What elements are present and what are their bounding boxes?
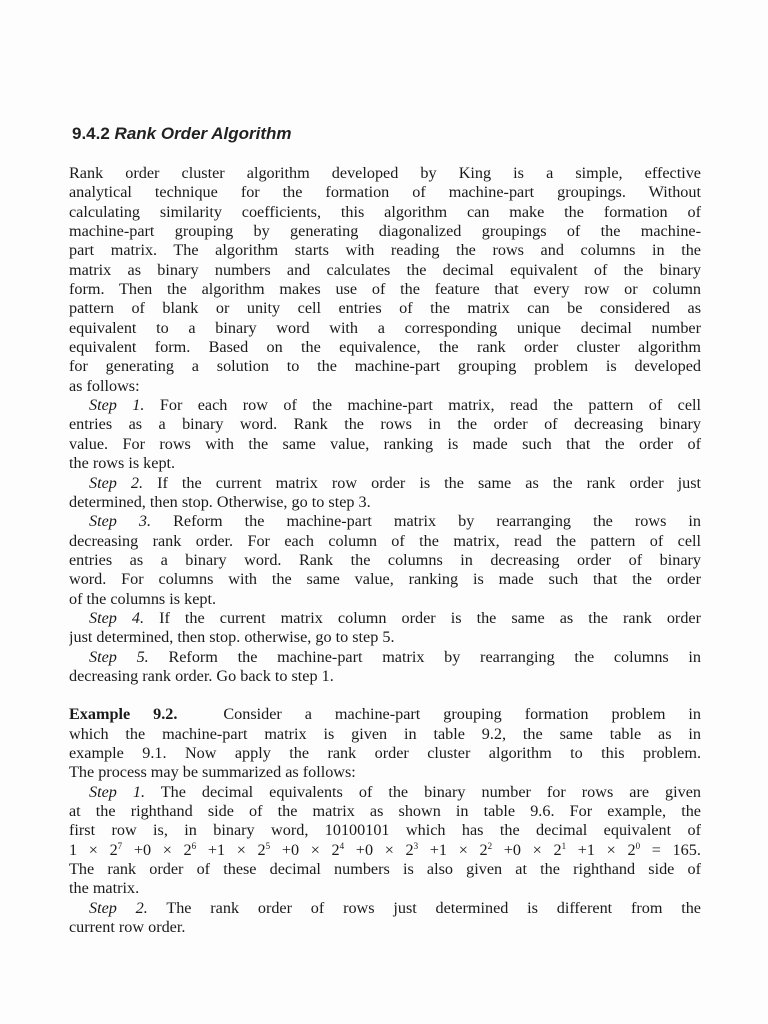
text-line: as follows: [69,376,140,395]
text-line: form. Then the algorithm makes use of the feature that every row or column [69,280,701,299]
step-label: Step 2. [89,898,148,917]
text-line: equivalent form. Based on the equivalence, the rank order cluster algorithm [69,338,701,357]
text-line: value. For rows with the same value, ranking is made such that the order of [69,434,701,453]
text-line: the rows is kept. [69,454,176,473]
step-label: Step 4. [89,608,145,627]
text-line: equivalent to a binary word with a corresponding unique decimal number [69,318,701,337]
formula-exponent: 7 [117,840,123,851]
step-label: Step 2. [89,473,144,492]
text-line: machine-part grouping by generating diagonalized groupings of the machine- [69,222,701,241]
text-line: Rank order cluster algorithm developed by King is a simple, effective [69,164,701,182]
step-text: For each row of the machine-part matrix, read the pattern of cell [159,396,701,415]
step-text: If the current matrix row order is the same as the rank order just [157,473,701,492]
step-label: Step 5. [89,647,149,666]
step-text: Reform the machine-part matrix by rearranging the columns in [168,647,701,666]
intro-paragraph [69,164,701,396]
formula-term: $1 \times 2^0$ [586,840,641,859]
formula-term: $0 \times 2^1$ [512,840,567,859]
text-line: just determined, then stop. otherwise, go to step 5. [69,628,395,647]
step-text: The rank order of rows just determined is different from the [166,898,701,917]
text-line: for generating a solution to the machine-part grouping problem is developed [69,357,701,376]
paragraph-gap [69,686,701,705]
text-line: first row is, in binary word, 10100101 which has the decimal equivalent of [69,821,701,840]
formula-term: $0 \times 2^4$ [290,840,345,859]
text-line [69,705,701,724]
text-line: decreasing rank order. Go back to step 1. [69,666,334,685]
step-4-paragraph [69,609,701,648]
body-text [69,164,701,937]
text-line: at the righthand side of the matrix as shown in table 9.6. For example, the [69,802,701,820]
formula-term: $0 \times 2^3$ [364,840,419,859]
text-line: the matrix. [69,879,140,898]
example-step-1-paragraph [69,783,701,899]
section-number: 9.4.2 [72,124,110,143]
formula-term: $1 \times 2^5$ [216,840,271,859]
section-heading [72,124,292,144]
text-line: The process may be summarized as follows: [69,763,356,782]
section-title-text: Rank Order Algorithm [114,124,292,143]
text-line: analytical technique for the formation of machine-part groupings. Without [69,183,701,202]
formula-term: $1 \times 2^2$ [438,840,493,859]
formula-term: $0 \times 2^6$ [142,840,197,859]
formula-exponent: 6 [191,840,197,851]
decimal-formula: $1 \times 2^7 +0 \times 2^6 +1 \times 2^5 +0 \times 2^4 +0 \times 2^3 +1 \times 2^2 +0 \times 2^1 +1 \times 2^0 = 165$. [69,840,701,859]
text-line: which the machine-part matrix is given in table 9.2, the same table as in [69,724,701,743]
formula-exponent: 1 [561,840,567,851]
example-step-2-paragraph [69,899,701,938]
step-1-paragraph [69,396,701,473]
example-paragraph [69,705,701,782]
formula-exponent: 0 [635,840,641,851]
text-line [69,899,701,918]
text-line: decreasing rank order. For each column of the matrix, read the pattern of cell [69,531,701,550]
text-line: entries as a binary word. Rank the columns in decreasing order of binary [69,550,701,569]
text-line: determined, then stop. Otherwise, go to step 3. [69,492,371,511]
step-2-paragraph [69,474,701,513]
text-line: part matrix. The algorithm starts with reading the rows and columns in the [69,241,701,260]
example-text: Consider a machine-part grouping formation problem in [223,705,701,724]
text-line: word. For columns with the same value, ranking is made such that the order [69,570,701,589]
text-line: matrix as binary numbers and calculates the decimal equivalent of the binary [69,260,701,279]
text-line: The rank order of these decimal numbers is also given at the righthand side of [69,860,701,879]
text-line [69,396,701,415]
step-5-paragraph [69,648,701,687]
step-label: Step 3. [89,512,152,531]
text-line: calculating similarity coefficients, this algorithm can make the formation of [69,202,701,221]
step-label: Step 1. [89,396,145,415]
formula-exponent: 3 [413,840,419,851]
text-line: current row order. [69,918,186,937]
formula-exponent: 5 [265,840,271,851]
formula-exponent: 4 [339,840,345,851]
step-3-paragraph [69,512,701,609]
formula-result: = 165. [640,840,701,859]
text-line: pattern of blank or unity cell entries of the matrix can be considered as [69,299,701,318]
step-label: Step 1. [89,782,146,801]
text-line [69,512,701,531]
step-text: The decimal equivalents of the binary number for rows are given [160,782,701,801]
text-line [69,609,701,628]
formula-exponent: 2 [487,840,493,851]
text-line: of the columns is kept. [69,589,217,608]
text-line [69,648,701,667]
step-text: Reform the machine-part matrix by rearranging the rows in [173,512,701,531]
step-text: If the current matrix column order is the same as the rank order [159,608,701,627]
text-line [69,474,701,493]
formula-term: $1 \times 2^7$ [69,840,123,859]
text-line: entries as a binary word. Rank the rows in the order of decreasing binary [69,415,701,434]
example-heading: Example 9.2. [69,705,178,724]
text-line: example 9.1. Now apply the rank order cluster algorithm to this problem. [69,743,701,762]
text-line [69,783,701,802]
